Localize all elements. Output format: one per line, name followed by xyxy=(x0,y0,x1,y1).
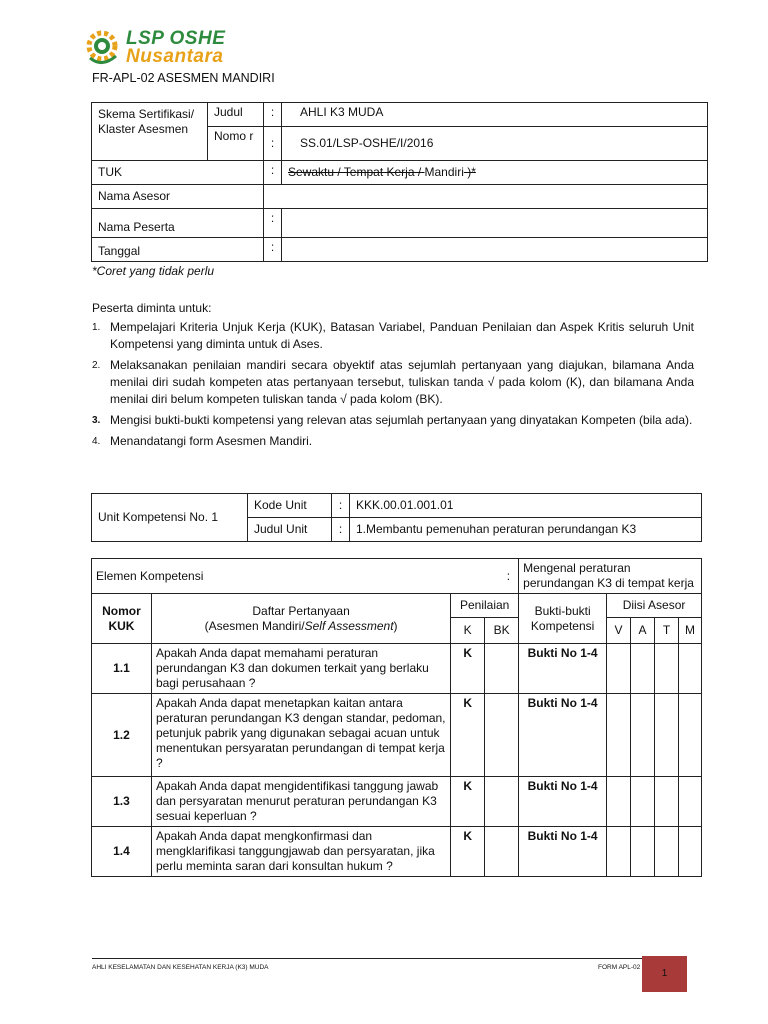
footer-title: AHLI KESELAMATAN DAN KESEHATAN KERJA (K3) MUDA xyxy=(92,964,269,971)
asesor-value xyxy=(264,185,708,209)
t-cell xyxy=(655,644,679,694)
instruction-text: Mengisi bukti-bukti kompetensi yang relevan atas sejumlah pertanyaan yang dinyatakan Kompeten (bila ada). xyxy=(110,413,693,427)
bukti-value: Bukti No 1-4 xyxy=(519,694,607,777)
question-text: Apakah Anda dapat memahami peraturan perundangan K3 dan dokumen terkait yang berlaku bagi perusahaan ? xyxy=(151,644,450,694)
bukti-value: Bukti No 1-4 xyxy=(519,644,607,694)
instruction-number: 1. xyxy=(92,322,101,333)
penilaian-header: Penilaian xyxy=(451,594,519,618)
tuk-end: )* xyxy=(463,165,476,179)
bk-mark xyxy=(485,827,519,877)
lsp-oshe-logo xyxy=(86,26,256,70)
instruction-text: Mempelajari Kriteria Unjuk Kerja (KUK), Batasan Variabel, Panduan Penilaian dan Aspek Kritis seluruh Unit Kompetensi yang diminta untuk di Ases. xyxy=(110,320,694,351)
daftar-pertanyaan-header xyxy=(151,594,450,644)
a-cell xyxy=(631,644,655,694)
v-cell xyxy=(607,827,631,877)
daftar-line-2 xyxy=(156,619,446,634)
footer-form-code: FORM APL-02 xyxy=(598,964,641,971)
gear-emblem-icon xyxy=(86,28,122,68)
asesor-label: Nama Asesor xyxy=(92,185,264,209)
daftar-line-2a: (Asesmen Mandiri/ xyxy=(204,618,305,633)
instruction-number: 4. xyxy=(92,436,101,447)
bk-mark xyxy=(485,694,519,777)
table-row xyxy=(92,644,702,694)
table-row xyxy=(92,827,702,877)
a-cell xyxy=(631,694,655,777)
colon: : xyxy=(264,209,282,238)
peserta-label: Nama Peserta xyxy=(92,209,264,238)
bk-mark xyxy=(485,777,519,827)
t-cell xyxy=(655,777,679,827)
bk-header: BK xyxy=(485,618,519,644)
instruction-item xyxy=(92,357,694,408)
elemen-label xyxy=(92,559,519,594)
instruction-number: 3. xyxy=(92,415,101,426)
daftar-line-1: Daftar Pertanyaan xyxy=(252,603,350,618)
colon: : xyxy=(264,238,282,262)
k-mark: K xyxy=(451,644,485,694)
tanggal-label: Tanggal xyxy=(92,238,264,262)
a-cell xyxy=(631,777,655,827)
nomor-kuk-header: Nomor KUK xyxy=(92,594,152,644)
k-header: K xyxy=(451,618,485,644)
v-cell xyxy=(607,644,631,694)
instruction-text: Melaksanakan penilaian mandiri secara obyektif atas sejumlah pertanyaan yang diajukan, bilamana Anda menilai diri sudah kompeten atas pertanyaan tersebut, tuliskan tanda √ pada kolom (K), dan bilamana Anda menilai diri belum kompeten tuliskan tanda √ pada kolom (BK). xyxy=(110,358,694,406)
t-header: T xyxy=(655,618,679,644)
colon: : xyxy=(332,494,350,518)
strike-note: *Coret yang tidak perlu xyxy=(92,264,215,278)
instructions-list xyxy=(92,319,694,454)
daftar-line-2c: ) xyxy=(393,618,398,633)
judul-unit-label: Judul Unit xyxy=(248,518,332,542)
kuk-number: 1.1 xyxy=(92,644,152,694)
footer-divider xyxy=(92,958,642,959)
instruction-item xyxy=(92,433,694,450)
kuk-number: 1.3 xyxy=(92,777,152,827)
tuk-label: TUK xyxy=(92,161,264,185)
judul-unit-value: 1.Membantu pemenuhan peraturan perundangan K3 xyxy=(350,518,702,542)
a-header: A xyxy=(631,618,655,644)
logo-line-2: Nusantara xyxy=(126,46,224,67)
tanggal-value xyxy=(282,238,708,262)
m-cell xyxy=(678,827,701,877)
unit-label: Unit Kompetensi No. 1 xyxy=(92,494,248,542)
k-mark: K xyxy=(451,827,485,877)
instruction-item xyxy=(92,319,694,353)
question-text: Apakah Anda dapat mengkonfirmasi dan mengklarifikasi tanggungjawab dan persyaratan, jika perlu meminta saran dari konsultan hukum ? xyxy=(151,827,450,877)
question-text: Apakah Anda dapat mengidentifikasi tanggung jawab dan persyaratan menurut peraturan perundangan K3 sesuai keperluan ? xyxy=(151,777,450,827)
colon: : xyxy=(332,518,350,542)
bukti-value: Bukti No 1-4 xyxy=(519,827,607,877)
form-title: FR-APL-02 ASESMEN MANDIRI xyxy=(92,71,275,85)
instruction-number: 2. xyxy=(92,360,101,371)
tuk-struck-options: Sewaktu / Tempat Kerja / xyxy=(288,165,425,179)
instruction-item xyxy=(92,412,694,429)
bukti-value: Bukti No 1-4 xyxy=(519,777,607,827)
table-row xyxy=(92,694,702,777)
peserta-value xyxy=(282,209,708,238)
page-number: 1 xyxy=(642,956,687,992)
nomor-label: Nomo r xyxy=(208,127,264,161)
bk-mark xyxy=(485,644,519,694)
colon: : xyxy=(264,103,282,127)
elemen-label-text: Elemen Kompetensi xyxy=(96,568,204,583)
t-cell xyxy=(655,694,679,777)
kuk-number: 1.2 xyxy=(92,694,152,777)
colon: : xyxy=(264,161,282,185)
m-cell xyxy=(678,694,701,777)
v-header: V xyxy=(607,618,631,644)
v-cell xyxy=(607,694,631,777)
self-assessment-table xyxy=(91,558,702,877)
question-text: Apakah Anda dapat menetapkan kaitan antara peraturan perundangan K3 dengan standar, pedoman, petunjuk pabrik yang digunakan sebagai acuan untuk menentukan persyaratan perundangan di tempat kerja ? xyxy=(151,694,450,777)
m-cell xyxy=(678,644,701,694)
bukti-header: Bukti-bukti Kompetensi xyxy=(519,594,607,644)
v-cell xyxy=(607,777,631,827)
tuk-selected-option: Mandiri xyxy=(424,165,464,179)
colon: : xyxy=(506,568,511,583)
judul-value: AHLI K3 MUDA xyxy=(282,103,708,127)
colon: : xyxy=(264,127,282,161)
skema-label: Skema Sertifikasi/ Klaster Asesmen xyxy=(92,103,208,161)
tuk-value xyxy=(282,161,708,185)
diisi-asesor-header: Diisi Asesor xyxy=(607,594,702,618)
a-cell xyxy=(631,827,655,877)
judul-label: Judul xyxy=(208,103,264,127)
m-header: M xyxy=(678,618,701,644)
k-mark: K xyxy=(451,777,485,827)
elemen-value: Mengenal peraturan perundangan K3 di tempat kerja xyxy=(519,559,702,594)
nomor-value: SS.01/LSP-OSHE/I/2016 xyxy=(282,127,708,161)
m-cell xyxy=(678,777,701,827)
kode-unit-label: Kode Unit xyxy=(248,494,332,518)
scheme-info-table xyxy=(91,102,708,262)
t-cell xyxy=(655,827,679,877)
unit-competency-table xyxy=(91,493,702,542)
daftar-line-2b: Self Assessment xyxy=(304,618,394,633)
kode-unit-value: KKK.00.01.001.01 xyxy=(350,494,702,518)
logo-line-1: LSP OSHE xyxy=(126,28,226,49)
instructions-title: Peserta diminta untuk: xyxy=(92,301,212,315)
kuk-number: 1.4 xyxy=(92,827,152,877)
table-row xyxy=(92,777,702,827)
k-mark: K xyxy=(451,694,485,777)
instruction-text: Menandatangi form Asesmen Mandiri. xyxy=(110,434,313,448)
